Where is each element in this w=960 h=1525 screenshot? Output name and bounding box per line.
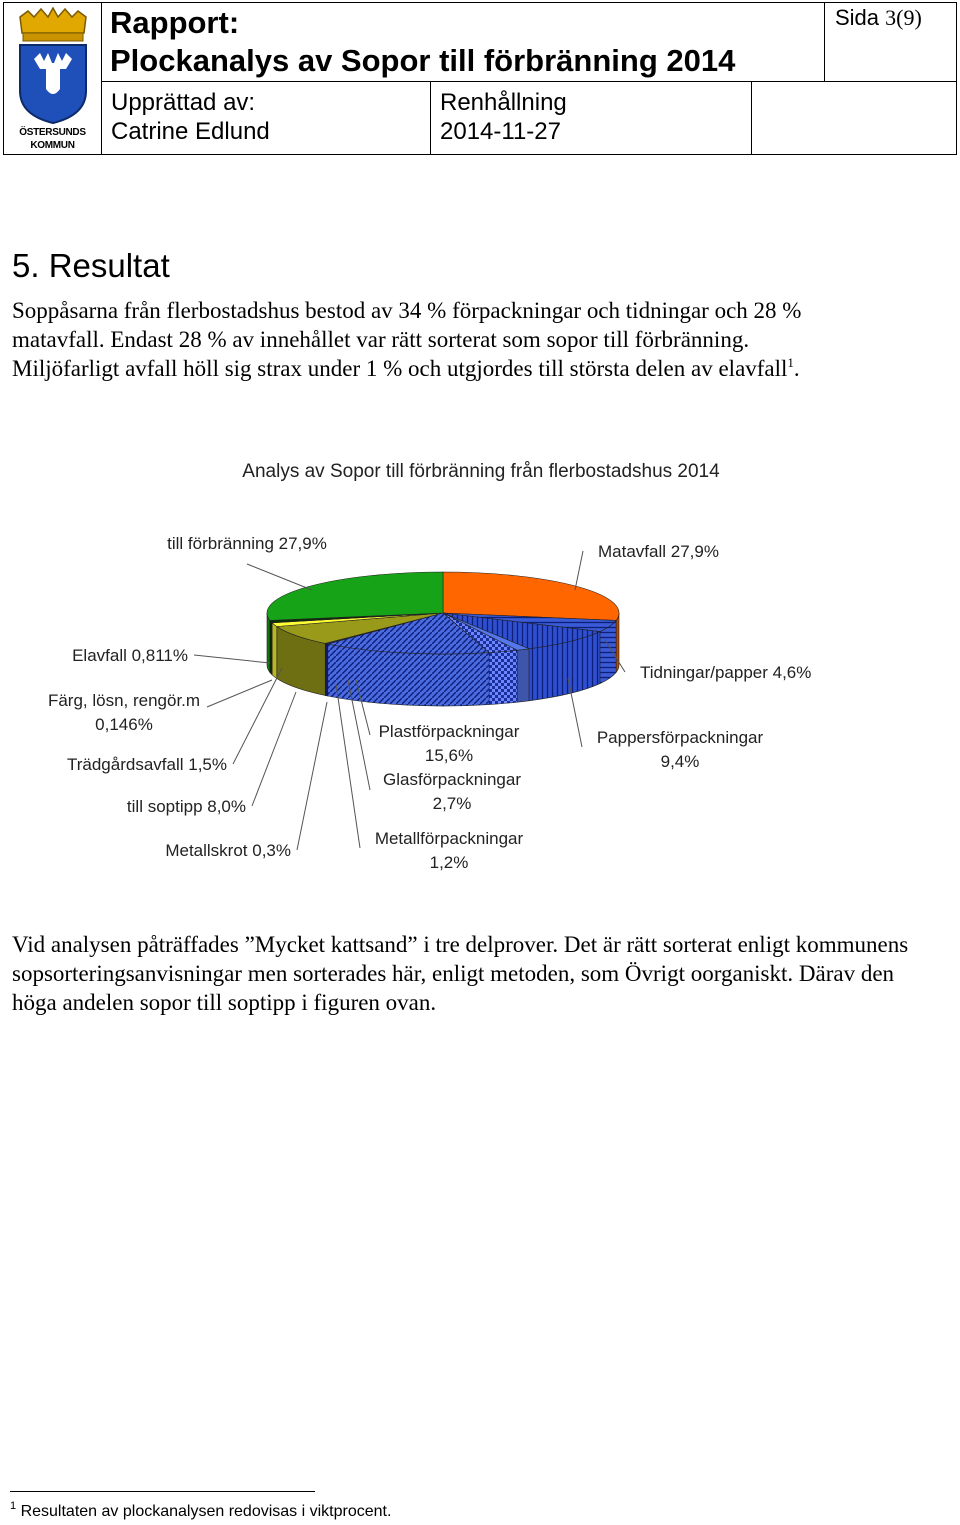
- department-cell: [430, 81, 752, 155]
- slice-label-pappersförpackningar: Pappersförpackningar: [596, 728, 764, 747]
- page-number: 3(9): [885, 5, 922, 30]
- footnote-number: 1: [10, 1500, 17, 1512]
- pie-slice-matavfall: [443, 572, 619, 620]
- pie-side-metallförpackningar: [517, 649, 529, 702]
- slice-label-glasförpackningar: Glasförpackningar: [383, 770, 521, 789]
- blank-cell: [751, 81, 957, 155]
- leader-line-matavfall: [575, 551, 583, 590]
- report-title: Plockanalys av Sopor till förbränning 2014: [110, 43, 736, 78]
- slice-label-plastförpackningar: 15,6%: [424, 746, 474, 765]
- pie-chart: [0, 440, 960, 890]
- pie-top-layer: [267, 572, 619, 654]
- page-label: Sida: [835, 5, 880, 30]
- report-date: 2014-11-27: [440, 118, 561, 145]
- slice-label-färg-lösn-rengör-m: Färg, lösn, rengör.m: [47, 691, 201, 710]
- title-cell: [101, 2, 825, 82]
- pie-side-glasförpackningar: [489, 650, 517, 704]
- department: Renhållning: [440, 89, 567, 116]
- leader-line-trädgårdsavfall: [233, 668, 282, 764]
- report-header: [3, 2, 957, 155]
- section-heading: 5. Resultat: [12, 247, 170, 284]
- slice-label-metallförpackningar: 1,2%: [429, 853, 469, 872]
- leader-line-elavfall: [194, 655, 270, 663]
- intro-text: Soppåsarna från flerbostadshus bestod av 34 % förpackningar och tidningar och 28 % matavfall. Endast 28 % av innehållet var rätt sorterat som sopor till förbränning. Miljöfarligt avfall höll sig strax under 1 % och utgjordes till största delen av elavfall: [12, 298, 802, 381]
- author-name: Catrine Edlund: [111, 118, 270, 145]
- slice-label-glasförpackningar: 2,7%: [432, 794, 472, 813]
- slice-label-elavfall: Elavfall 0,811%: [72, 646, 188, 665]
- chart-title: Analys av Sopor till förbränning från flerbostadshus 2014: [242, 461, 720, 482]
- leader-line-metallskrot: [297, 702, 327, 850]
- logo-text-line2: KOMMUN: [30, 140, 75, 151]
- intro-paragraph: [12, 296, 842, 383]
- pie-side-till-förbränning: [267, 613, 270, 672]
- leader-line-till-soptipp: [252, 692, 296, 806]
- leader-line-metallförpackningar: [336, 684, 360, 848]
- footnote: [10, 1500, 392, 1521]
- footnote-separator: [10, 1491, 315, 1492]
- author-cell: [101, 81, 431, 155]
- logo-text-line1: ÖSTERSUNDS: [19, 127, 86, 138]
- report-label: Rapport:: [110, 5, 240, 40]
- results-paragraph: Vid analysen påträffades ”Mycket kattsand” i tre delprover. Det är rätt sorterat enligt kommunens sopsorteringsanvisningar men sorterades här, enligt metoden, som Övrigt oorganiskt. Därav den höga andelen sopor till soptipp i figuren ovan.: [12, 932, 909, 1015]
- intro-end: .: [793, 356, 800, 381]
- slice-label-metallskrot: Metallskrot 0,3%: [165, 841, 291, 860]
- page-cell: [824, 2, 957, 82]
- slice-label-trädgårdsavfall: Trädgårdsavfall 1,5%: [66, 755, 227, 774]
- slice-label-till-soptipp: till soptipp 8,0%: [126, 797, 246, 816]
- leader-line-färg-lösn-rengör-m: [207, 680, 272, 707]
- pie-side-matavfall: [616, 613, 619, 672]
- slice-label-matavfall: Matavfall 27,9%: [598, 542, 719, 561]
- pie-slice-till-förbränning: [267, 572, 443, 620]
- logo-cell: [3, 2, 102, 155]
- footnote-ref: 1: [787, 355, 794, 370]
- page-indicator: [835, 5, 922, 31]
- slice-label-pappersförpackningar: 9,4%: [660, 752, 700, 771]
- pie-side-metallskrot: [325, 643, 327, 696]
- pie-side-trädgårdsavfall: [272, 623, 277, 679]
- slice-label-färg-lösn-rengör-m: 0,146%: [95, 715, 153, 734]
- author-label: Upprättad av:: [111, 89, 256, 116]
- slice-label-tidningar-papper: Tidningar/papper 4,6%: [640, 663, 812, 682]
- slice-label-plastförpackningar: Plastförpackningar: [378, 722, 520, 741]
- leader-line-till-förbränning: [247, 564, 312, 590]
- slice-label-till-förbränning: till förbränning 27,9%: [167, 534, 327, 553]
- footnote-text: Resultaten av plockanalysen redovisas i viktprocent.: [20, 1503, 392, 1520]
- slice-label-metallförpackningar: Metallförpackningar: [374, 829, 524, 848]
